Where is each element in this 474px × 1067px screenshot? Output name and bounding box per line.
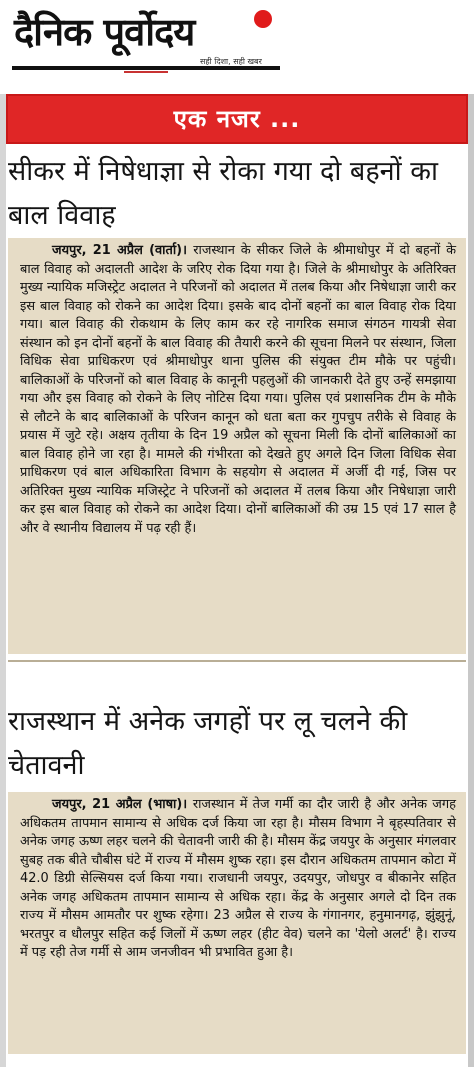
newspaper-logo: दैनिक पूर्वोदय [14,10,195,54]
article-headline-2: राजस्थान में अनेक जगहों पर लू चलने की चेतावनी [8,706,408,781]
article-dateline-2: जयपुर, 21 अप्रैल (भाषा)। [52,797,193,812]
logo-sun-icon [254,10,272,28]
article-headline-1: सीकर में निषेधाज्ञा से रोका गया दो बहनों का बाल विवाह [8,156,438,231]
article-body-1 [8,238,466,654]
article-divider [8,660,466,662]
article-text-2: राजस्थान में तेज गर्मी का दौर जारी है और अनेक जगह अधिकतम तापमान सामान्य से अधिक दर्ज किया जा रहा है। मौसम विभाग ने बृहस्पतिवार से अनेक जगह ऊष्ण लहर चलने की चेतावनी जारी की है। मौसम केंद्र जयपुर के अनुसार मंगलवार सुबह तक बीते चौबीस घंटे में राज्य में मौसम शुष्क रहा। इस दौरान अधिकतम तापमान कोटा में 42.0 डिग्री सेल्सियस दर्ज किया गया। राजधानी जयपुर, उदयपुर, जोधपुर व बीकानेर सहित अनेक जगह अधिकतम तापमान सामान्य से अधिक रहा। केंद्र के अनुसार अगले दो दिन तक राज्य में मौसम आमतौर पर शुष्क रहेगा। 23 अप्रैल से राज्य के गंगानगर, हनुमानगढ़, झुंझुनूं, भरतपुर व धौलपुर सहित कई जिलों में ऊष्ण लहर (हीट वेव) चलने का 'येलो अलर्ट' है। राज्य में पड़ रही तेज गर्मी से आम जनजीवन भी प्रभावित हुआ है। [20,797,456,960]
masthead [0,0,474,88]
section-banner [6,94,468,144]
section-title: एक नजर ... [173,105,301,133]
article-text-1: राजस्थान के सीकर जिले के श्रीमाधोपुर में दो बहनों के बाल विवाह को अदालती आदेश के जरिए रोक दिया गया है। जिले के श्रीमाधोपुर के अतिरिक्त मुख्य न्यायिक मजिस्ट्रेट अदालत ने परिजनों को अदालत में तलब किया और निषेधाज्ञा जारी कर इस बाल विवाह को रोकने का आदेश दिया। इसके बाद दोनों बहनों का बाल विवाह रोक दिया गया। बाल विवाह की रोकथाम के लिए काम कर रहे नागरिक समाज संगठन गायत्री सेवा संस्थान को इन दोनों बहनों के बाल विवाह की तैयारी करने की सूचना मिलने पर संस्थान, जिला विधिक सेवा प्राधिकरण एवं श्रीमाधोपुर थाना पुलिस की संयुक्त टीम मौके पर पहुंची। बालिकाओं के परिजनों को बाल विवाह के कानूनी पहलुओं की जानकारी देते हुए उन्हें समझाया गया और इस विवाह को रोकने के लिए नोटिस दिया गया। पुलिस एवं प्रशासनिक टीम के मौके से लौटने के बाद बालिकाओं के परिजन कानून को धता बता कर गुपचुप तरीके से विवाह के प्रयास में जुटे रहे। अक्षय तृतीया के दिन 19 अप्रैल को सूचना मिली कि दोनों बालिकाओं का बाल विवाह होने जा रहा है। मामले की गंभीरता को देखते हुए अगले दिन जिला विधिक सेवा प्राधिकरण एवं बाल अधिकारिता विभाग के सहयोग से अदालत में अर्जी दी गई, जिस पर अतिरिक्त मुख्य न्यायिक मजिस्ट्रेट ने परिजनों को अदालत में तलब किया और निषेधाज्ञा जारी कर इस बाल विवाह को रोकने का आदेश दिया। दोनों बालिकाओं की उम्र 15 एवं 17 साल है और वे स्थानीय विद्यालय में पढ़ रही हैं। [20,243,456,536]
logo-red-line [124,71,168,73]
logo-underline [12,66,280,70]
article-dateline-1: जयपुर, 21 अप्रैल (वार्ता)। [52,243,194,258]
page-left-shadow [0,94,6,1067]
page-right-shadow [468,94,474,1067]
article-body-2 [8,792,466,1054]
logo-tagline: सही दिशा, सही खबर [200,57,262,66]
